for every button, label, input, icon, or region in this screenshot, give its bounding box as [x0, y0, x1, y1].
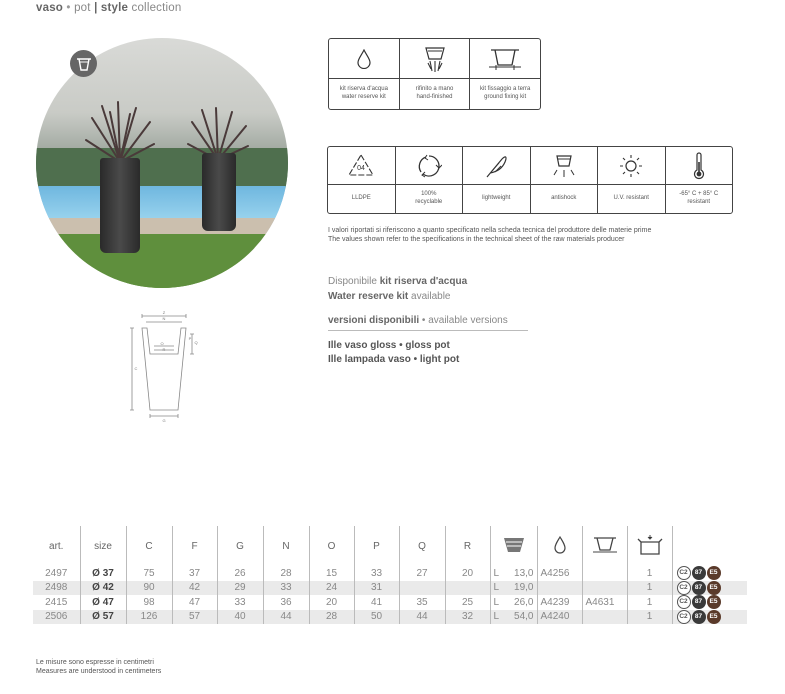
availability-it-prefix: Disponibile	[328, 276, 377, 287]
cell-water-kit: A4256	[537, 566, 582, 581]
badge-87: 87	[692, 581, 706, 595]
feature-temperature	[666, 147, 733, 213]
badge-e5: E5	[707, 595, 721, 609]
badge-e5: E5	[707, 581, 721, 595]
col-size: size	[80, 526, 126, 566]
cell-size: Ø 37	[80, 566, 126, 581]
badge-87: 87	[692, 566, 706, 580]
header-bar: |	[94, 2, 98, 14]
cell-water-kit: A4239	[537, 595, 582, 610]
col-g: G	[217, 526, 263, 566]
dimensions-table	[33, 526, 747, 624]
availability-en-suffix: available	[411, 290, 451, 302]
pool	[36, 186, 288, 220]
cell-badges	[672, 595, 747, 610]
cell-litres-value: 26,0	[514, 596, 534, 608]
cell-litres-unit: L	[493, 567, 500, 579]
cell-o: 28	[309, 610, 354, 625]
feature-label-en: recyclable	[415, 199, 443, 205]
cell-g: 33	[217, 595, 263, 610]
cell-g: 40	[217, 610, 263, 625]
availability-it-kit: kit riserva d'acqua	[379, 276, 468, 287]
cell-litres	[490, 610, 537, 625]
dim-label: N	[162, 316, 166, 321]
cell-litres-unit: L	[493, 596, 500, 608]
cell-p: 41	[354, 595, 399, 610]
cell-q: 35	[399, 595, 445, 610]
col-n: N	[263, 526, 309, 566]
recycle-04-icon	[328, 147, 395, 185]
cell-n: 36	[263, 595, 309, 610]
cell-p: 50	[354, 610, 399, 625]
cell-water-kit: A4240	[537, 610, 582, 625]
cell-c: 75	[126, 566, 172, 581]
cell-qty: 1	[627, 581, 672, 596]
cell-fixing-kit	[582, 581, 627, 596]
cell-size: Ø 47	[80, 595, 126, 610]
cell-f: 37	[172, 566, 217, 581]
header-collection: collection	[131, 2, 182, 14]
dim-label: G	[162, 418, 166, 423]
feature-recyclable	[396, 147, 464, 213]
page-header	[36, 2, 181, 14]
table-row	[33, 581, 747, 596]
cell-f: 47	[172, 595, 217, 610]
feature-label-en: ground fixing kit	[484, 94, 527, 100]
cell-f: 42	[172, 581, 217, 596]
header-pot: pot	[74, 2, 91, 14]
col-r: R	[445, 526, 490, 566]
badge-e5: E5	[707, 566, 721, 580]
cell-o: 15	[309, 566, 354, 581]
vase	[100, 158, 140, 253]
header-style: style	[100, 2, 129, 14]
feature-label: -65° C + 85° C	[679, 191, 719, 198]
pot-kit-icon	[490, 526, 537, 566]
feature-label-it: rifinito a mano	[415, 86, 454, 93]
col-q: Q	[399, 526, 445, 566]
cell-fixing-kit	[582, 566, 627, 581]
cell-o: 24	[309, 581, 354, 596]
cell-p: 31	[354, 581, 399, 596]
feature-label: U.V. resistant	[613, 195, 649, 202]
thermometer-icon	[666, 147, 733, 185]
cell-size: Ø 42	[80, 581, 126, 596]
availability-en-kit: Water reserve kit	[328, 290, 409, 302]
divider	[328, 330, 528, 331]
col-badges	[672, 526, 747, 566]
feature-lightweight	[463, 147, 531, 213]
cell-o: 20	[309, 595, 354, 610]
versions-list	[328, 339, 459, 366]
vase	[202, 153, 236, 231]
cell-q	[399, 581, 445, 596]
table-row	[33, 566, 747, 581]
cell-litres	[490, 566, 537, 581]
cell-f: 57	[172, 610, 217, 625]
versions-dot: •	[421, 315, 426, 326]
col-c: C	[126, 526, 172, 566]
feature-label-en: resistant	[687, 199, 711, 205]
feature-label-it: kit fissaggio a terra	[480, 86, 531, 93]
feature-label-en: water reserve kit	[341, 94, 386, 100]
footer-note	[36, 658, 161, 676]
product-photo	[36, 38, 288, 288]
feature-box-material	[327, 146, 733, 214]
cell-g: 29	[217, 581, 263, 596]
pallet-box-icon	[627, 526, 672, 566]
badge-c2: C2	[677, 581, 691, 595]
table-row	[33, 595, 747, 610]
cell-r: 32	[445, 610, 490, 625]
cell-r: 20	[445, 566, 490, 581]
recyclable-arrows-icon	[396, 147, 463, 185]
feature-water-reserve	[329, 39, 400, 109]
plant	[84, 100, 156, 164]
table-row	[33, 610, 747, 625]
spec-note	[328, 226, 651, 245]
feature-label-it: kit riserva d'acqua	[339, 86, 388, 93]
feather-icon	[463, 147, 530, 185]
cell-litres-value: 13,0	[514, 567, 534, 579]
hand-finished-icon	[400, 39, 470, 79]
col-f: F	[172, 526, 217, 566]
cell-art: 2415	[33, 595, 80, 610]
header-vaso: vaso	[36, 2, 64, 14]
cell-litres-unit: L	[493, 611, 500, 623]
col-art: art.	[33, 526, 80, 566]
cell-badges	[672, 566, 747, 581]
cell-fixing-kit: A4631	[582, 595, 627, 610]
dim-label: R	[162, 347, 166, 352]
cell-litres-unit: L	[493, 582, 500, 594]
feature-lldpe	[328, 147, 396, 213]
badge-e5: E5	[707, 610, 721, 624]
cell-r: 25	[445, 595, 490, 610]
ground-fixing-icon	[470, 39, 540, 79]
cell-qty: 1	[627, 566, 672, 581]
dim-label: P	[188, 336, 192, 341]
cell-n: 28	[263, 566, 309, 581]
footer-en: Measures are understood in centimeters	[36, 668, 162, 676]
badge-87: 87	[692, 610, 706, 624]
ground-fixing-icon	[582, 526, 627, 566]
cell-water-kit	[537, 581, 582, 596]
version-item: Ille vaso gloss • gloss pot	[328, 340, 450, 351]
col-p: P	[354, 526, 399, 566]
badge-c2: C2	[677, 595, 691, 609]
cell-c: 98	[126, 595, 172, 610]
table-header-row	[33, 526, 747, 566]
badge-c2: C2	[677, 610, 691, 624]
sun-icon	[598, 147, 665, 185]
dim-label: Q	[194, 340, 198, 345]
cell-q: 27	[399, 566, 445, 581]
cell-q: 44	[399, 610, 445, 625]
cell-g: 26	[217, 566, 263, 581]
cell-art: 2498	[33, 581, 80, 596]
svg-text:04: 04	[357, 164, 366, 172]
versions-heading-it: versioni disponibili	[328, 315, 420, 326]
vase-icon	[70, 50, 97, 77]
cell-litres-value: 19,0	[514, 582, 534, 594]
feature-label: LLDPE	[351, 195, 371, 202]
cell-badges	[672, 581, 747, 596]
cell-qty: 1	[627, 595, 672, 610]
feature-uv	[598, 147, 666, 213]
feature-box-kits	[328, 38, 541, 110]
header-dot: •	[66, 2, 71, 14]
feature-label: antishock	[551, 195, 577, 202]
technical-drawing	[128, 310, 200, 426]
badge-87: 87	[692, 595, 706, 609]
cell-n: 44	[263, 610, 309, 625]
cell-art: 2497	[33, 566, 80, 581]
cell-art: 2506	[33, 610, 80, 625]
water-drop-icon	[537, 526, 582, 566]
cell-fixing-kit	[582, 610, 627, 625]
versions-heading	[328, 315, 508, 326]
feature-label: lightweight	[482, 195, 511, 202]
feature-hand-finished	[400, 39, 471, 109]
cell-p: 33	[354, 566, 399, 581]
feature-label: 100%	[421, 191, 437, 198]
feature-antishock	[531, 147, 599, 213]
cell-qty: 1	[627, 610, 672, 625]
cell-litres-value: 54,0	[514, 611, 534, 623]
cell-badges	[672, 610, 747, 625]
cell-n: 33	[263, 581, 309, 596]
spec-note-it: I valori riportati si riferiscono a quanto specificato nella scheda tecnica del produttore delle materie prime	[328, 227, 652, 234]
availability	[328, 275, 467, 304]
cell-size: Ø 57	[80, 610, 126, 625]
dim-label: O	[160, 341, 164, 346]
cell-c: 126	[126, 610, 172, 625]
versions-heading-en: available versions	[428, 315, 508, 326]
footer-it: Le misure sono espresse in centimetri	[36, 659, 154, 666]
version-item: Ille lampada vaso • light pot	[328, 353, 460, 365]
feature-label-en: hand-finished	[416, 94, 453, 100]
badge-c2: C2	[677, 566, 691, 580]
dim-label: C	[134, 366, 138, 371]
water-drop-icon	[329, 39, 399, 79]
spec-note-en: The values shown refer to the specifications in the technical sheet of the raw materials producer	[328, 236, 625, 244]
antishock-icon	[531, 147, 598, 185]
cell-r	[445, 581, 490, 596]
col-o: O	[309, 526, 354, 566]
cell-litres	[490, 581, 537, 596]
cell-litres	[490, 595, 537, 610]
dim-label: Z	[162, 310, 166, 315]
feature-ground-fixing	[470, 39, 540, 109]
cell-c: 90	[126, 581, 172, 596]
